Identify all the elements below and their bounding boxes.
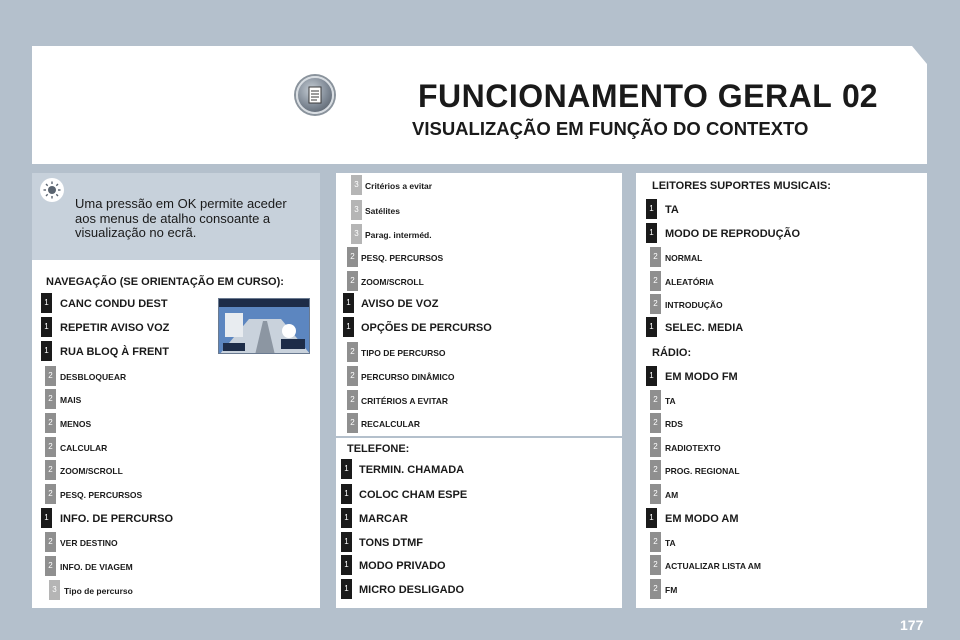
navigation-screen-thumbnail [218,298,310,354]
level-badge: 1 [343,293,354,313]
level-badge: 1 [341,484,352,504]
level-badge: 2 [45,366,56,386]
level-badge: 2 [650,413,661,433]
menu-item: PROG. REGIONAL [665,466,740,476]
level-badge: 1 [41,508,52,528]
level-badge: 2 [45,532,56,552]
level-badge: 1 [646,223,657,243]
document-icon [296,76,334,114]
level-badge: 2 [650,247,661,267]
level-badge: 2 [45,460,56,480]
menu-item: ZOOM/SCROLL [361,277,424,287]
level-badge: 2 [347,390,358,410]
level-badge: 2 [347,342,358,362]
level-badge: 2 [650,532,661,552]
nav-section-title: NAVEGAÇÃO (SE ORIENTAÇÃO EM CURSO): [46,276,284,288]
menu-item: MENOS [60,419,92,429]
menu-item: OPÇÕES DE PERCURSO [361,322,492,334]
menu-item: FM [665,585,678,595]
menu-item: RUA BLOQ À FRENT [60,346,169,358]
level-badge: 2 [650,579,661,599]
menu-item: PESQ. PERCURSOS [361,253,444,263]
menu-item: COLOC CHAM ESPE [359,489,468,501]
level-badge: 2 [650,555,661,575]
menu-item: AVISO DE VOZ [361,298,439,310]
menu-item: CALCULAR [60,443,108,453]
level-badge: 2 [347,413,358,433]
menu-item: TA [665,204,679,216]
level-badge: 2 [347,247,358,267]
level-badge: 3 [351,224,362,244]
menu-item: INFO. DE PERCURSO [60,513,174,525]
level-badge: 2 [650,460,661,480]
level-badge: 3 [49,580,60,600]
level-badge: 2 [650,484,661,504]
level-badge: 1 [341,579,352,599]
level-badge: 1 [341,508,352,528]
tip-text: Uma pressão em OK permite aceder aos menus de atalho consoante a visualização no ecrã. [75,196,287,240]
level-badge: 2 [347,271,358,291]
menu-item: MODO PRIVADO [359,560,446,572]
menu-item: NORMAL [665,253,703,263]
menu-item: Tipo de percurso [64,586,133,596]
menu-item: VER DESTINO [60,538,118,548]
menu-item: AM [665,490,679,500]
sun-icon [40,178,64,202]
level-badge: 1 [41,293,52,313]
level-badge: 2 [45,389,56,409]
level-badge: 1 [341,459,352,479]
menu-item: PERCURSO DINÂMICO [361,372,455,382]
menu-item: SELEC. MEDIA [665,322,744,334]
menu-item: ALEATÓRIA [665,277,714,287]
menu-item: MARCAR [359,513,408,525]
level-badge: 1 [646,317,657,337]
page-title: FUNCIONAMENTO GERAL [418,78,833,114]
level-badge: 1 [341,532,352,552]
media-section-title: LEITORES SUPORTES MUSICAIS: [652,180,831,192]
menu-item: RDS [665,419,683,429]
menu-item: Satélites [365,206,400,216]
level-badge: 2 [650,271,661,291]
level-badge: 1 [646,366,657,386]
menu-item: MODO DE REPRODUÇÃO [665,228,801,240]
level-badge: 2 [45,484,56,504]
level-badge: 2 [347,366,358,386]
menu-item: Parag. interméd. [365,230,432,240]
level-badge: 3 [351,175,362,195]
menu-item: EM MODO FM [665,371,738,383]
menu-item: TIPO DE PERCURSO [361,348,446,358]
level-badge: 1 [646,508,657,528]
radio-section-title: RÁDIO: [652,347,692,359]
level-badge: 1 [341,555,352,575]
menu-item: ZOOM/SCROLL [60,466,123,476]
level-badge: 3 [351,200,362,220]
level-badge: 2 [45,556,56,576]
menu-item: RECALCULAR [361,419,421,429]
level-badge: 1 [343,317,354,337]
menu-item: RADIOTEXTO [665,443,721,453]
menu-item: TERMIN. CHAMADA [359,464,465,476]
menu-item: MICRO DESLIGADO [359,584,465,596]
page-subtitle: VISUALIZAÇÃO EM FUNÇÃO DO CONTEXTO [412,118,809,139]
level-badge: 1 [41,317,52,337]
level-badge: 2 [650,390,661,410]
menu-item: REPETIR AVISO VOZ [60,322,170,334]
menu-item: TA [665,396,676,406]
level-badge: 1 [646,199,657,219]
menu-item: PESQ. PERCURSOS [60,490,143,500]
level-badge: 2 [650,294,661,314]
menu-item: CRITÉRIOS A EVITAR [361,396,449,406]
menu-item: ACTUALIZAR LISTA AM [665,561,762,571]
level-badge: 1 [41,341,52,361]
menu-item: EM MODO AM [665,513,739,525]
menu-item: MAIS [60,395,82,405]
level-badge: 2 [45,413,56,433]
menu-item: INTRODUÇÃO [665,300,723,310]
level-badge: 2 [650,437,661,457]
menu-item: TONS DTMF [359,537,423,549]
chapter-number: 02 [842,78,878,114]
menu-item: Critérios a evitar [365,181,433,191]
menu-item: DESBLOQUEAR [60,372,127,382]
menu-item: INFO. DE VIAGEM [60,562,133,572]
menu-item: TA [665,538,676,548]
phone-section-title: TELEFONE: [347,443,410,455]
menu-item: CANC CONDU DEST [60,298,168,310]
level-badge: 2 [45,437,56,457]
page-number: 177 [900,617,924,633]
